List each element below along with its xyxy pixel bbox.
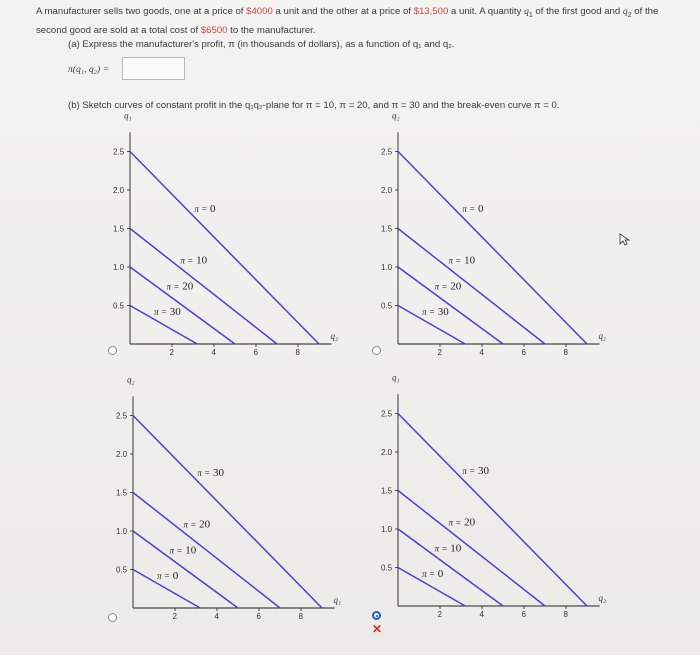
- curve-label: π = 10: [180, 254, 208, 267]
- curve-label: π = 0: [194, 203, 216, 216]
- y-tick-label: 2.0: [116, 450, 128, 459]
- x-tick-label: 6: [521, 348, 526, 357]
- y-tick-label: 1.0: [381, 525, 393, 534]
- profit-curve: [398, 529, 503, 606]
- curve-label: π = 0: [422, 568, 444, 581]
- x-tick-label: 8: [563, 348, 568, 357]
- curve-label: π = 20: [183, 518, 211, 531]
- mouse-pointer-icon: [619, 233, 631, 247]
- y-tick-label: 1.5: [116, 488, 128, 498]
- y-tick-label: 2.0: [113, 186, 125, 195]
- y-tick-label: 2.0: [381, 448, 393, 457]
- x-tick-label: 2: [437, 610, 442, 619]
- problem-text: A manufacturer sells two goods, one at a price of: [36, 6, 247, 17]
- profit-curve: [133, 531, 238, 608]
- y-tick-label: 0.5: [113, 301, 125, 311]
- x-tick-label: 6: [256, 612, 261, 621]
- problem-text: of the first good and: [532, 6, 623, 17]
- x-tick-label: 6: [521, 610, 526, 619]
- x-axis-label: q₂: [330, 331, 339, 341]
- curve-label: π = 30: [154, 306, 181, 319]
- y-tick-label: 2.5: [381, 147, 393, 157]
- x-axis-label: q₂: [598, 593, 607, 603]
- y-tick-label: 1.0: [381, 263, 393, 272]
- profit-function-label: π(q₁, q₂) =: [68, 64, 110, 75]
- q1-symbol: q: [524, 6, 529, 17]
- curve-label: π = 10: [169, 544, 197, 557]
- curve-label: π = 10: [434, 542, 462, 555]
- curve-label: π = 30: [462, 465, 489, 478]
- curve-label: π = 0: [462, 203, 484, 216]
- x-tick-label: 8: [563, 610, 568, 619]
- option-d-radio[interactable]: [372, 611, 381, 620]
- profit-curve: [398, 491, 545, 607]
- y-tick-label: 1.0: [113, 263, 125, 272]
- x-tick-label: 4: [479, 610, 484, 619]
- x-tick-label: 2: [437, 348, 442, 357]
- curve-label: π = 20: [448, 516, 476, 529]
- price-2: $13,500: [413, 6, 449, 17]
- y-tick-label: 2.5: [113, 147, 125, 157]
- y-tick-label: 0.5: [381, 301, 393, 311]
- problem-text: a unit. A quantity: [448, 6, 525, 17]
- x-tick-label: 4: [211, 348, 216, 357]
- profit-curve: [130, 267, 235, 344]
- curve-label: π = 10: [448, 254, 476, 267]
- curve-label: π = 20: [166, 280, 194, 293]
- y-tick-label: 1.5: [113, 224, 125, 234]
- incorrect-icon: ✕: [372, 622, 383, 636]
- curve-label: π = 0: [157, 570, 179, 583]
- x-tick-label: 2: [169, 348, 174, 357]
- curve-label: π = 30: [422, 306, 449, 319]
- y-axis-label: q₂: [127, 374, 135, 385]
- profit-curve: [130, 229, 277, 345]
- x-tick-label: 4: [479, 348, 484, 357]
- part-a-prompt: (a) Express the manufacturer's profit, π (in thousands of dollars), as a function of q₁ and q₂.: [68, 39, 455, 50]
- y-tick-label: 1.0: [116, 527, 128, 536]
- profit-curve: [133, 493, 280, 609]
- x-tick-label: 6: [253, 348, 258, 357]
- y-tick-label: 1.5: [381, 224, 393, 234]
- y-tick-label: 0.5: [116, 565, 128, 575]
- problem-text: second good are sold at a total cost of: [36, 24, 201, 36]
- option-b-radio[interactable]: [372, 346, 381, 355]
- y-tick-label: 2.5: [381, 409, 393, 419]
- x-axis-label: q₁: [333, 595, 342, 605]
- problem-text: to the manufacturer.: [227, 24, 316, 36]
- q2-subscript: 2: [627, 11, 632, 19]
- curve-label: π = 20: [434, 280, 462, 293]
- x-tick-label: 4: [214, 612, 219, 621]
- problem-text: a unit and the other at a price of: [272, 6, 414, 17]
- x-tick-label: 2: [172, 612, 177, 621]
- total-cost: $6500: [200, 24, 228, 36]
- q1-subscript: 1: [528, 11, 533, 19]
- part-b-prompt: (b) Sketch curves of constant profit in the q₁q₂-plane for π = 10, π = 20, and π = 30 and the break-even curve π = 0.: [68, 100, 560, 111]
- y-tick-label: 0.5: [381, 563, 393, 573]
- profit-curve: [398, 229, 545, 345]
- curve-label: π = 30: [197, 467, 224, 480]
- y-axis-label: q₁: [392, 372, 400, 383]
- y-axis-label: q₂: [392, 110, 400, 121]
- problem-text: of the: [631, 6, 659, 17]
- price-1: $4000: [246, 6, 273, 17]
- y-tick-label: 1.5: [381, 486, 393, 496]
- y-tick-label: 2.5: [116, 411, 128, 421]
- x-tick-label: 8: [298, 612, 303, 621]
- option-c-radio[interactable]: [108, 613, 117, 622]
- q2-symbol: q: [622, 6, 628, 17]
- x-axis-label: q₁: [598, 331, 607, 341]
- y-tick-label: 2.0: [381, 186, 393, 195]
- y-axis-label: q₁: [124, 110, 132, 121]
- profit-curve: [398, 267, 503, 344]
- x-tick-label: 8: [295, 348, 300, 357]
- option-a-radio[interactable]: [108, 346, 117, 355]
